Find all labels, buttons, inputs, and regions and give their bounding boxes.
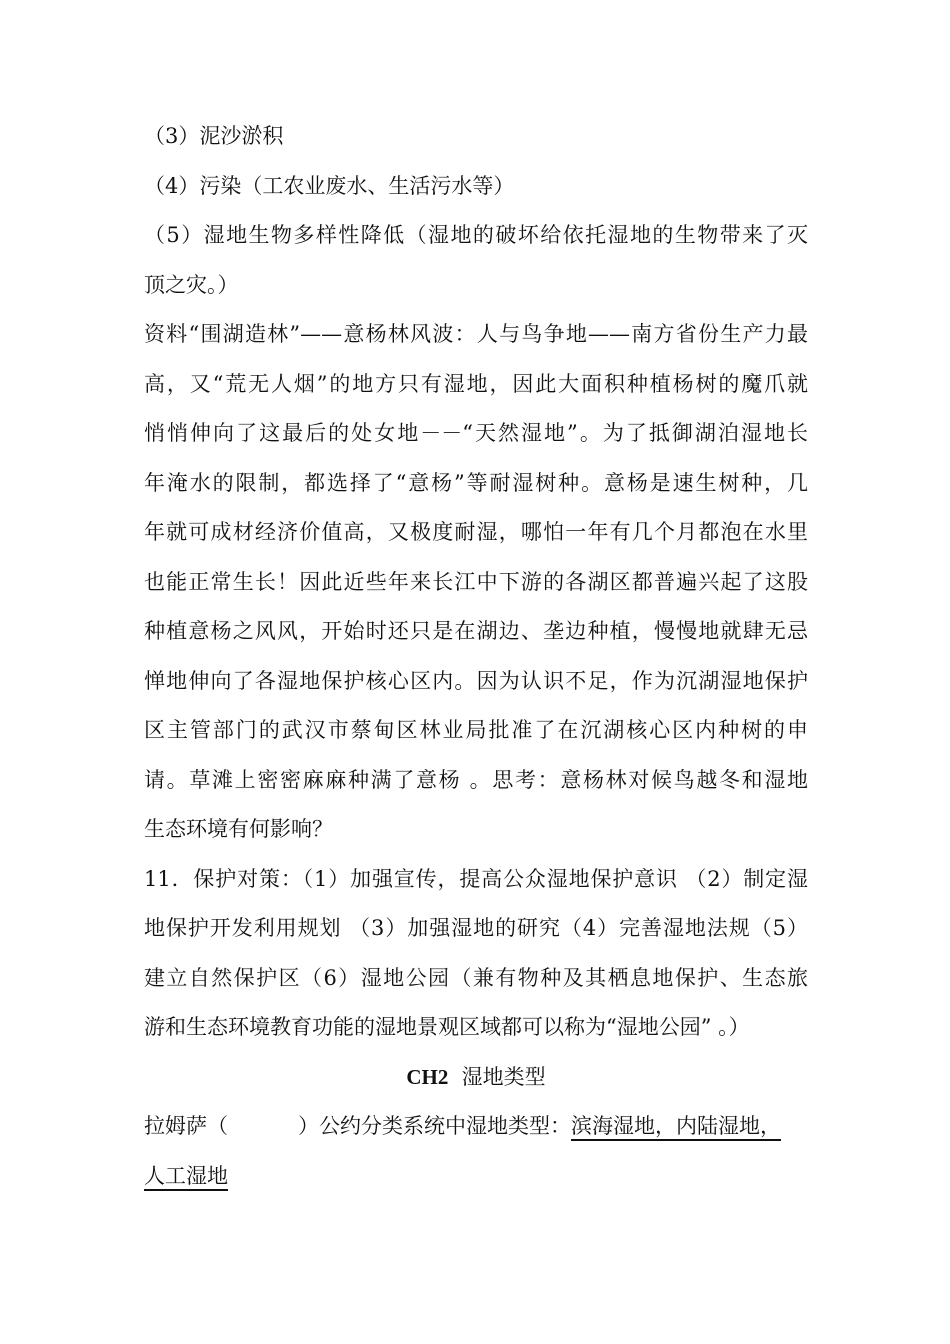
text-line: 也能正常生长！因此近些年来长江中下游的各湖区都普遍兴起了这股 [144,569,808,594]
text-line: 请。草滩上密密麻麻种满了意杨 。思考：意杨林对候鸟越冬和湿地 [144,767,808,792]
text-line: 顶之灾。） [144,272,239,297]
text-line: 悄悄伸向了这最后的处女地－－“天然湿地”。为了抵御湖泊湿地长 [144,421,808,445]
text-line: 年淹水的限制，都选择了“意杨”等耐湿树种。意杨是速生树种，几 [144,470,808,495]
underlined-answer: 滨海湿地，内陆湿地， [571,1114,781,1141]
text-line: 年就可成材经济价值高，又极度耐湿，哪怕一年有几个月都泡在水里 [144,520,808,544]
ramsar-suffix: ）公约分类系统中湿地类型： [298,1114,571,1138]
text-line: 区主管部门的武汉市蔡甸区林业局批准了在沉湖核心区内种树的申 [144,718,808,742]
text-line: 资料“围湖造林”——意杨林风波：人与鸟争地——南方省份生产力最 [144,322,808,346]
text-line: （4）污染（工农业废水、生活污水等） [144,173,515,198]
text-line: 游和生态环境教育功能的湿地景观区域都可以称为“湿地公园” 。） [144,1015,750,1039]
text-line: 建立自然保护区（6）湿地公园（兼有物种及其栖息地保护、生态旅 [144,965,808,990]
text-line: （5）湿地生物多样性降低（湿地的破坏给依托湿地的生物带来了灭 [144,223,808,247]
text-line: 生态环境有何影响？ [144,817,333,841]
text-line: 惮地伸向了各湿地保护核心区内。因为认识不足，作为沉湖湿地保护 [144,668,808,693]
section-heading [144,1053,808,1103]
text-line: 11．保护对策：（1）加强宣传，提高公众湿地保护意识 （2）制定湿 [144,866,808,891]
text-line: 地保护开发利用规划 （3）加强湿地的研究（4）完善湿地法规（5） [144,916,808,940]
ramsar-prefix: 拉姆萨（ [144,1114,228,1138]
text-line: 高，又“荒无人烟”的地方只有湿地，因此大面积种植杨树的魔爪就 [144,371,808,396]
section-code: CH2 [406,1064,449,1089]
document-page [144,112,808,1201]
text-line: 种植意杨之风风，开始时还只是在湖边、垄边种植，慢慢地就肆无忌 [144,619,808,643]
ramsar-line [144,1102,808,1152]
underlined-answer: 人工湿地 [144,1164,228,1191]
ramsar-line-continued [144,1152,808,1202]
section-title: 湿地类型 [461,1064,546,1089]
text-line: （3）泥沙淤积 [144,124,284,148]
